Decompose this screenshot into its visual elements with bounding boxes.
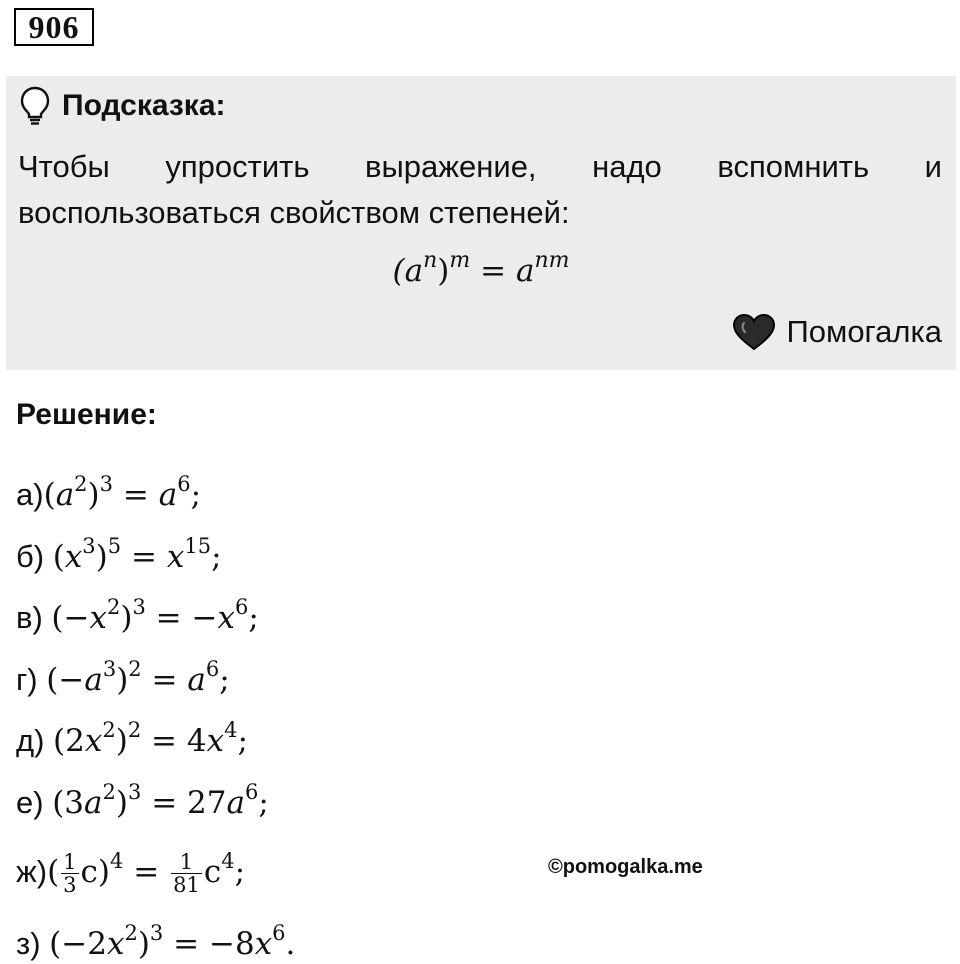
expr-paren: ) (97, 854, 111, 890)
expr-part: 6 (177, 472, 191, 496)
power-rule-formula (6, 248, 956, 289)
expr-part: 2 (102, 718, 116, 742)
expr-part: x (64, 538, 83, 575)
hint-text-line1: Чтобы упростить выражение, надо вспомнить и (18, 149, 942, 184)
expr-part: 2 (106, 595, 121, 619)
expr-part: ) (95, 538, 108, 575)
expr-part: 2 (128, 656, 142, 681)
solution-item-label: б) (16, 538, 53, 574)
expr-part: x (106, 925, 125, 962)
expr-part: 15 (184, 533, 212, 558)
expr-part: (− (51, 600, 90, 636)
hint-box (6, 76, 956, 370)
solution-item-label: ж) (16, 854, 48, 889)
formula-close: ) (437, 253, 450, 289)
solution-item (16, 464, 202, 513)
expr-part: = (113, 477, 159, 513)
fraction-numerator: 1 (63, 850, 77, 875)
hint-header (20, 86, 226, 126)
solution-item-label: е) (16, 784, 53, 820)
expr-part: ) (120, 600, 133, 636)
copyright: ©pomogalka.me (548, 856, 703, 878)
expr-part: = −8 (163, 925, 255, 962)
formula-exp-result: nm (534, 248, 570, 273)
solution-item (16, 841, 246, 898)
expr-part: a (55, 477, 75, 513)
solution-title: Решение: (16, 398, 157, 431)
expr-part: (−2 (49, 925, 107, 962)
expr-part: (− (46, 661, 85, 698)
expr-part: ) (115, 784, 128, 821)
expr-part: 3 (149, 920, 164, 945)
expr-part: a (158, 477, 178, 513)
expr-part: 2 (127, 718, 142, 742)
solution-item (16, 587, 259, 636)
expr-part: ) (115, 723, 128, 759)
expr-part: = (121, 538, 167, 575)
expr-part: = 4 (141, 723, 207, 759)
expr-part: 6 (244, 779, 259, 804)
hint-text-line2: воспользоваться свойством степеней: (18, 195, 570, 230)
expr-part: = 27 (141, 784, 227, 821)
hint-title: Подсказка: (62, 89, 226, 122)
expr-part: 3 (82, 533, 96, 558)
expr-part: 3 (102, 656, 117, 681)
solution-item (16, 649, 230, 698)
expr-part: ; (211, 538, 222, 575)
solution-item-label: д) (16, 723, 54, 758)
expr-part: ) (137, 925, 150, 962)
expr-part: 2 (102, 779, 116, 804)
expr-part: ; (190, 477, 202, 513)
formula-exp-inner: n (423, 248, 438, 273)
expr-var: c (203, 854, 222, 890)
expr-paren: ( (47, 854, 60, 890)
solution-item-label: в) (16, 600, 52, 635)
expr-part: 4 (224, 718, 238, 742)
solution-item (16, 772, 269, 821)
expr-part: (2 (53, 723, 85, 759)
expr-part: x (254, 925, 273, 962)
expr-part: x (166, 538, 185, 575)
expr-tail: ; (234, 854, 246, 890)
expr-part: ; (237, 723, 248, 759)
formula-base: (a (392, 253, 424, 289)
expr-part: ; (219, 661, 230, 698)
expr-part: a (84, 661, 103, 698)
formula-exp-outer: m (449, 248, 471, 273)
solution-item-label: з) (16, 925, 50, 961)
expr-exp: 4 (110, 849, 124, 873)
expr-part: ( (52, 538, 65, 575)
expr-part: 6 (272, 920, 286, 945)
expr-part: . (285, 925, 296, 962)
expr-part: = − (145, 600, 218, 636)
expr-part: 5 (107, 533, 122, 558)
fraction (171, 851, 202, 896)
expr-part: (3 (52, 784, 85, 821)
expr-part: 3 (99, 472, 114, 496)
fraction-denominator: 81 (173, 873, 200, 898)
expr-part: x (89, 600, 107, 636)
expr-part: a (187, 661, 206, 698)
task-number: 906 (14, 8, 94, 46)
expr-part: 6 (234, 595, 249, 619)
expr-part: 3 (132, 595, 146, 619)
heart-icon (732, 313, 776, 351)
expr-exp: 4 (221, 849, 235, 873)
solution-item (16, 913, 296, 962)
expr-part: x (206, 723, 225, 759)
expr-part: 3 (127, 779, 142, 804)
fraction-numerator: 1 (171, 851, 202, 874)
formula-equals: = a (470, 253, 535, 289)
expr-part: a (226, 784, 245, 821)
hint-text (18, 144, 942, 236)
expr-equals: = (123, 854, 170, 890)
expr-var: c (80, 854, 98, 890)
fraction-denominator: 3 (63, 873, 77, 898)
expr-part: ( (43, 477, 56, 513)
expr-part: 2 (124, 920, 138, 945)
solution-item-label: г) (16, 661, 47, 697)
expr-part: ; (258, 784, 269, 821)
expr-part: x (84, 723, 103, 759)
solution-item (16, 526, 222, 575)
expr-part: ) (116, 661, 129, 698)
solution-item (16, 710, 248, 759)
fraction (61, 851, 78, 896)
expr-part: 2 (74, 472, 88, 496)
expr-part: 6 (205, 656, 220, 681)
expr-part: ; (248, 600, 259, 636)
expr-part: x (217, 600, 235, 636)
brand (732, 312, 942, 352)
brand-label: Помогалка (786, 314, 942, 349)
solution-item-label: а) (16, 477, 44, 512)
lightbulb-icon (20, 86, 50, 126)
expr-part: = (141, 661, 188, 698)
expr-part: a (84, 784, 103, 821)
expr-part: ) (87, 477, 100, 513)
